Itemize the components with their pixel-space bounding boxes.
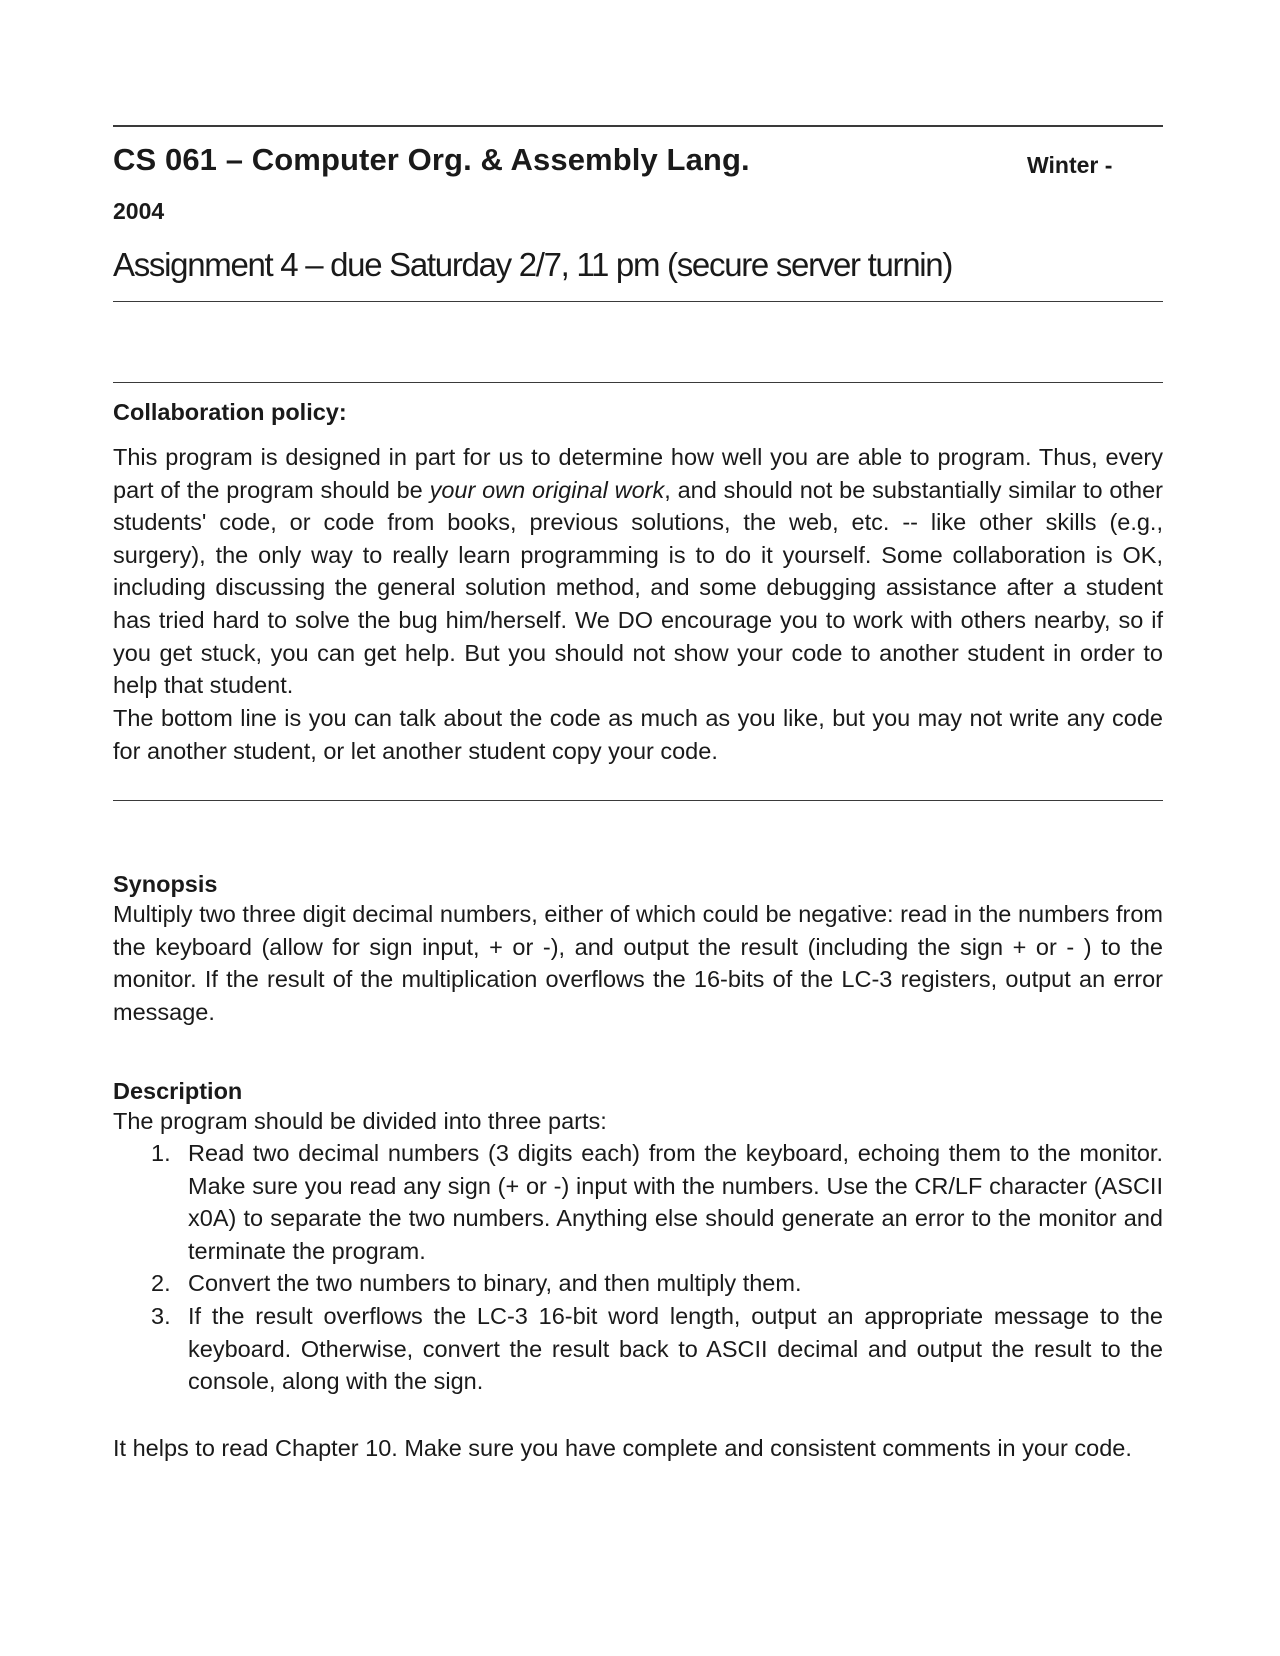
collaboration-heading: Collaboration policy: (113, 399, 347, 425)
step-item (113, 1137, 1163, 1267)
header-top-rule (113, 125, 1163, 127)
collaboration-emphasis: your own original work (429, 476, 665, 503)
step-text: Convert the two numbers to binary, and then multiply them. (188, 1270, 802, 1297)
step-number: 2. (151, 1270, 171, 1297)
term-label: Winter - (1027, 152, 1113, 178)
bottom-line-paragraph: The bottom line is you can talk about the code as much as you like, but you may not write any code for another student, or let another student copy your code. (113, 705, 1163, 764)
collaboration-paragraph (113, 441, 1163, 702)
year-label: 2004 (113, 198, 165, 224)
step-number: 1. (151, 1140, 171, 1166)
description-intro: The program should be divided into three parts: (113, 1108, 607, 1134)
synopsis-heading: Synopsis (113, 871, 218, 897)
collaboration-text-start: This program is designed in part for us to determine how well you are able to program. Thus, every part of the program should be (113, 444, 1163, 503)
synopsis-paragraph: Multiply two three digit decimal numbers, either of which could be negative: read in the numbers from the keyboard (allow for sign input, + or -), and output the result (including the sign + or - ) to the monitor. If the result of the multiplication overflows the 16-bits of the LC-3 registers, output an error message. (113, 901, 1163, 1025)
description-heading: Description (113, 1078, 243, 1104)
collaboration-text-end: , and should not be substantially similar to other students' code, or code from books, previous solutions, the web, etc. -- like other skills (e.g., surgery), the only way to really learn programming is to do it yourself. Some collaboration is OK, including discussing the general solution method, and some debugging assistance after a student has tried hard to solve the bug him/herself. We DO encourage you to work with others nearby, so if you get stuck, you can get help. But you should not show your code to another student in order to help that student. (113, 476, 1163, 699)
closing-note: It helps to read Chapter 10. Make sure you have complete and consistent comments in your code. (113, 1435, 1132, 1461)
step-text: If the result overflows the LC-3 16-bit word length, output an appropriate message to the keyboard. Otherwise, convert the result back to ASCII decimal and output the result to the console, along with the sign. (188, 1302, 1163, 1395)
step-number: 3. (151, 1302, 171, 1329)
step-item (113, 1300, 1163, 1398)
policy-bottom-rule (113, 800, 1163, 801)
policy-top-rule (113, 382, 1163, 383)
step-item (113, 1267, 1163, 1300)
step-text: Read two decimal numbers (3 digits each) from the keyboard, echoing them to the monitor. Make sure you read any sign (+ or -) input with the numbers. Use the CR/LF character (ASCII x0A) to separate the two numbers. Anything else should generate an error to the monitor and terminate the program. (188, 1140, 1163, 1264)
assignment-title: Assignment 4 – due Saturday 2/7, 11 pm (secure server turnin) (113, 246, 953, 283)
course-title: CS 061 – Computer Org. & Assembly Lang. (113, 142, 750, 177)
header-bottom-rule (113, 301, 1163, 302)
description-steps (113, 1137, 1163, 1398)
